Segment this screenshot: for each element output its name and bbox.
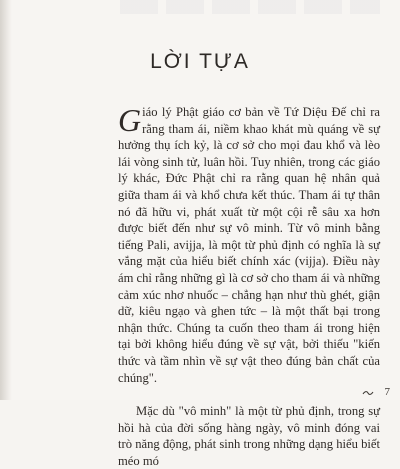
bleed-through-text (120, 0, 380, 14)
page-number: 7 (384, 386, 390, 398)
paragraph-1: Giáo lý Phật giáo cơ bản về Tứ Diệu Đế chỉ ra rằng tham ái, niềm khao khát mù quáng về sự hưởng thụ ích kỷ, là cơ sở cho mọi đau khổ và lèo lái vòng sinh tử, luân hồi. Tuy nhiên, trong các giáo lý khác, Đức Phật chỉ ra rằng quan hệ nhân quả giữa tham ái và khổ chưa kết thúc. Tham ái tự thân nó đã hữu vi, phát xuất từ một cội rễ sâu xa hơn được biết đến như sự vô minh. Từ vô minh bằng tiếng Pali, avijja, là một từ phủ định có nghĩa là sự vắng mặt của hiểu biết chính xác (vijja). Điều này ám chỉ rằng những gì là cơ sở cho tham ái và những cảm xúc nhơ nhuốc – chẳng hạn như thù ghét, giận dữ, kiêu ngạo và ghen tức – là một thất bại trong nhận thức. Chúng ta cuốn theo tham ái trong hiện tại bởi không hiểu đúng về sự vật, bởi thiếu "kiến thức và tầm nhìn về sự vật theo đúng bản chất của chúng". (118, 102, 380, 385)
body-text (118, 104, 380, 469)
chapter-heading: LỜI TỰA (150, 50, 250, 73)
flourish-icon (362, 390, 374, 396)
paragraph-2: Mặc dù "vô minh" là một từ phủ định, trong sự hồi hà của đời sống hàng ngày, vô minh đóng vai trò năng động, phát sinh trong những dạng hiểu biết méo mó (118, 404, 380, 468)
